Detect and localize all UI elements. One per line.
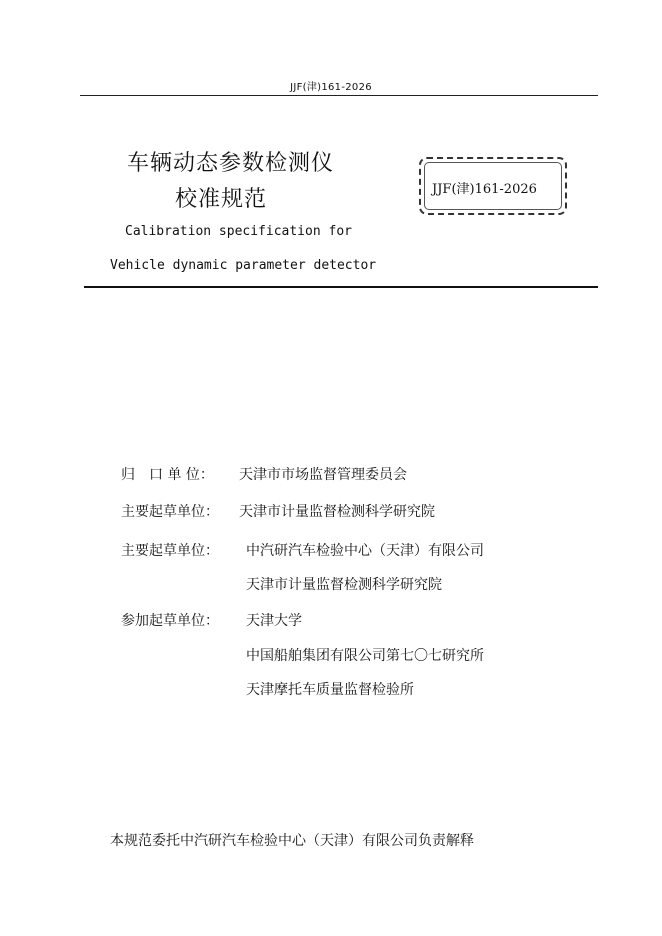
main-drafting-value-2b: 天津市计量监督检测科学研究院 — [246, 577, 442, 593]
document-title-line1: 车辆动态参数检测仪 — [127, 151, 335, 176]
english-title-line1: Calibration specification for — [125, 224, 352, 239]
header-standard-code: JJF(津)161-2026 — [290, 82, 372, 93]
header-rule — [80, 95, 598, 96]
participating-value-3: 天津摩托车质量监督检验所 — [246, 682, 414, 698]
main-drafting-label-2: 主要起草单位： — [121, 543, 219, 559]
participating-label: 参加起草单位： — [121, 613, 219, 629]
participating-value-2: 中国船舶集团有限公司第七〇七研究所 — [246, 648, 484, 664]
main-drafting-value-2a: 中汽研汽车检验中心（天津）有限公司 — [246, 543, 484, 559]
interpretation-note: 本规范委托中汽研汽车检验中心（天津）有限公司负责解释 — [110, 833, 474, 849]
english-title-line2: Vehicle dynamic parameter detector — [110, 258, 377, 273]
main-drafting-label-1: 主要起草单位： — [121, 504, 219, 520]
title-divider-rule — [84, 286, 598, 288]
authority-value: 天津市市场监督管理委员会 — [239, 467, 407, 483]
document-title-line2: 校准规范 — [175, 187, 268, 212]
standard-code-box-text: JJF(津)161-2026 — [432, 182, 537, 197]
authority-label: 归 口 单 位： — [121, 467, 214, 483]
participating-value-1: 天津大学 — [246, 613, 302, 629]
main-drafting-value-1: 天津市计量监督检测科学研究院 — [239, 504, 435, 520]
